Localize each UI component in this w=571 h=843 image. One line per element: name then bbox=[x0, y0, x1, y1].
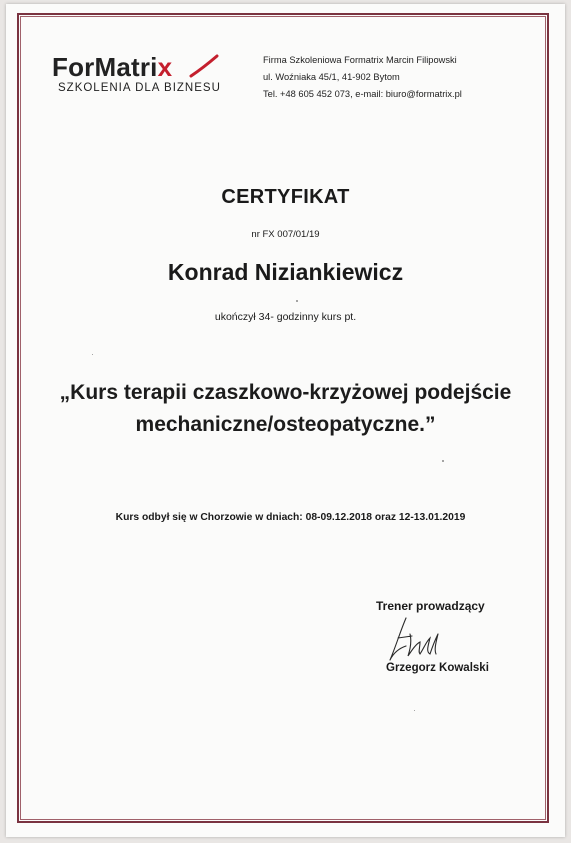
certificate-number: nr FX 007/01/19 bbox=[251, 229, 320, 240]
formatrix-logo bbox=[52, 52, 222, 102]
company-address: ul. Woźniaka 45/1, 41-902 Bytom bbox=[263, 72, 400, 82]
course-title-line-1: „Kurs terapii czaszkowo-krzyżowej podejście bbox=[59, 381, 512, 404]
completion-text: ukończył 34- godzinny kurs pt. bbox=[214, 311, 357, 323]
recipient-name: Konrad Niziankiewicz bbox=[167, 259, 404, 285]
trainer-signature bbox=[386, 612, 456, 668]
course-dates: Kurs odbył się w Chorzowie w dniach: 08-09.12.2018 oraz 12-13.01.2019 bbox=[115, 512, 466, 523]
company-contact: Tel. +48 605 452 073, e-mail: biuro@formatrix.pl bbox=[263, 89, 462, 99]
course-title-line-2: mechaniczne/osteopatyczne.” bbox=[135, 413, 436, 436]
company-details bbox=[263, 52, 462, 103]
course-title bbox=[30, 377, 541, 441]
logo-tagline: SZKOLENIA DLA BIZNESU bbox=[58, 82, 221, 94]
logo-wordmark bbox=[52, 52, 172, 82]
logo-wordmark-dark: ForMatri bbox=[52, 52, 158, 82]
company-name: Firma Szkoleniowa Formatrix Marcin Filipowski bbox=[263, 55, 457, 65]
paper-speck bbox=[414, 710, 415, 711]
paper-speck bbox=[442, 460, 444, 462]
logo-wordmark-accent: x bbox=[157, 52, 173, 82]
logo-swoosh-icon bbox=[189, 54, 219, 80]
trainer-title: Trener prowadzący bbox=[376, 599, 485, 613]
certificate-title: CERTYFIKAT bbox=[221, 186, 350, 208]
trainer-name: Grzegorz Kowalski bbox=[386, 662, 489, 674]
paper-speck bbox=[92, 354, 93, 355]
paper-speck bbox=[296, 300, 298, 302]
